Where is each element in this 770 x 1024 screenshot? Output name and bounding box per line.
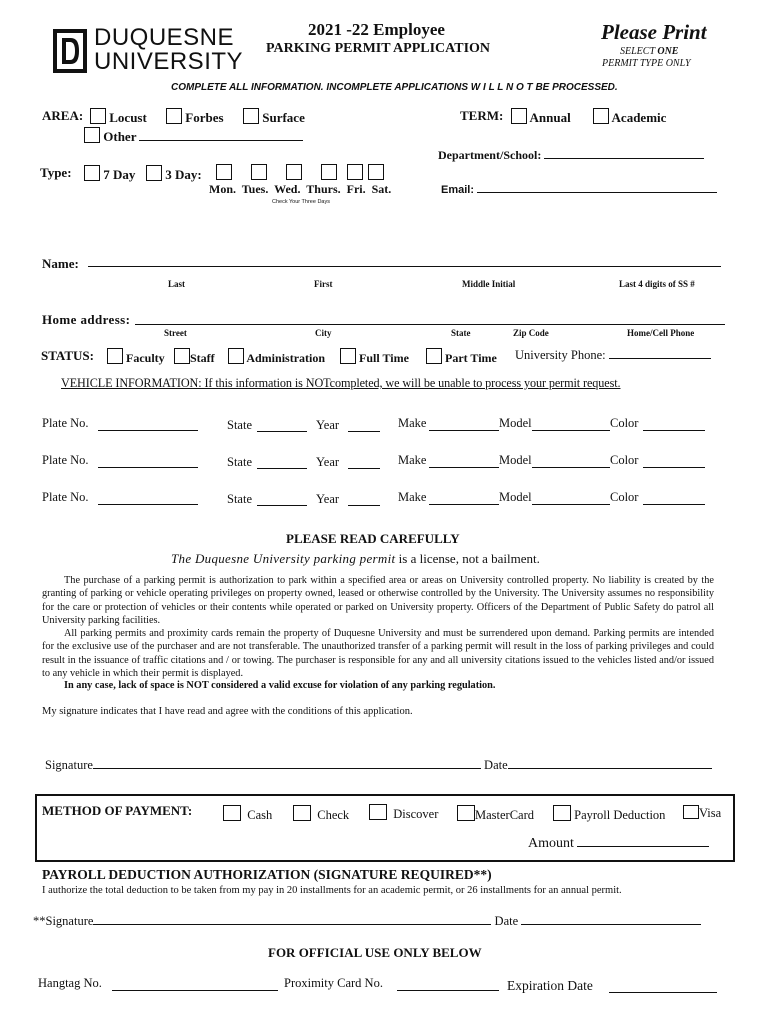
academic-checkbox[interactable] <box>593 108 609 124</box>
color-label: Color <box>610 416 639 430</box>
state-label: State <box>227 492 252 506</box>
name-sub-last: Last <box>168 279 186 289</box>
color-field[interactable] <box>643 467 705 468</box>
color-field[interactable] <box>643 430 705 431</box>
state-label: State <box>227 455 252 469</box>
make-field[interactable] <box>429 467 499 468</box>
payment-label: METHOD OF PAYMENT: <box>42 803 193 818</box>
year-field[interactable] <box>348 431 380 432</box>
duquesne-crest-icon <box>52 28 88 74</box>
area-option-other[interactable] <box>84 127 303 145</box>
amount-label: Amount <box>528 836 574 851</box>
form-title: PARKING PERMIT APPLICATION <box>266 41 491 56</box>
forbes-checkbox[interactable] <box>166 108 182 124</box>
plate-label: Plate No. <box>42 453 89 467</box>
terms-subheading-italic: The Duquesne University parking permit <box>171 551 396 566</box>
state-field[interactable] <box>257 505 307 506</box>
address-sub-phone: Home/Cell Phone <box>627 328 695 338</box>
terms-paragraph-2 <box>42 627 714 681</box>
department-row <box>438 148 704 163</box>
payroll-signature-field[interactable] <box>93 924 491 925</box>
area-option-label: Surface <box>262 110 305 125</box>
signature-label: Signature <box>45 758 93 772</box>
name-sub-ssn: Last 4 digits of SS # <box>619 279 695 289</box>
hangtag-field[interactable] <box>112 990 278 991</box>
model-label: Model <box>499 490 532 504</box>
term-option-label: Annual <box>529 110 571 125</box>
vehicle-row <box>42 490 712 510</box>
payroll-signature-row <box>33 914 701 929</box>
select-prefix: SELECT <box>620 46 658 57</box>
vehicle-row <box>42 453 712 473</box>
other-checkbox[interactable] <box>84 127 100 143</box>
payment-option-discover[interactable] <box>369 804 438 822</box>
email-field[interactable] <box>477 192 717 193</box>
department-label: Department/School: <box>438 148 542 162</box>
type-option-3day[interactable] <box>146 165 202 183</box>
plate-field[interactable] <box>98 504 198 505</box>
official-row <box>38 976 728 1000</box>
state-field[interactable] <box>257 468 307 469</box>
status-option-label: Administration <box>246 351 326 365</box>
color-label: Color <box>610 453 639 467</box>
payroll-heading: PAYROLL DEDUCTION AUTHORIZATION (SIGNATURE REQUIRED**) <box>42 867 492 882</box>
address-sub-zip: Zip Code <box>513 328 549 338</box>
payment-option-label: Cash <box>247 808 273 822</box>
full-time-checkbox[interactable] <box>340 348 356 364</box>
model-field[interactable] <box>532 430 610 431</box>
form-title-year: 2021 -22 Employee <box>308 20 445 39</box>
terms-paragraph-3-text: In any case, lack of space is NOT considered a valid excuse for violation of any parking regulation <box>64 680 493 691</box>
wednesday-checkbox[interactable] <box>286 164 302 180</box>
status-label: STATUS: <box>41 348 94 363</box>
status-option-fulltime[interactable] <box>340 348 409 366</box>
payment-option-payroll[interactable] <box>553 805 665 823</box>
amount-row <box>528 836 709 852</box>
model-label: Model <box>499 416 532 430</box>
model-field[interactable] <box>532 504 610 505</box>
term-option-label: Academic <box>611 110 667 125</box>
make-label: Make <box>398 453 427 467</box>
logo-line-2: UNIVERSITY <box>94 48 244 75</box>
hangtag-label: Hangtag No. <box>38 976 102 990</box>
area-option-locust[interactable] <box>90 108 147 126</box>
university-phone-row <box>515 348 711 363</box>
area-label: AREA: <box>42 108 84 123</box>
monday-checkbox[interactable] <box>216 164 232 180</box>
address-sub-state: State <box>451 328 471 338</box>
color-field[interactable] <box>643 504 705 505</box>
annual-checkbox[interactable] <box>511 108 527 124</box>
make-field[interactable] <box>429 430 499 431</box>
mastercard-checkbox[interactable] <box>457 805 475 821</box>
plate-field[interactable] <box>98 430 198 431</box>
seven-day-checkbox[interactable] <box>84 165 100 181</box>
plate-field[interactable] <box>98 467 198 468</box>
payment-option-cash[interactable] <box>223 805 272 823</box>
name-sub-middle: Middle Initial <box>462 279 516 289</box>
department-field[interactable] <box>544 158 704 159</box>
address-label: Home address: <box>42 312 131 327</box>
tuesday-checkbox[interactable] <box>251 164 267 180</box>
payment-option-visa[interactable] <box>683 805 721 821</box>
completion-notice: COMPLETE ALL INFORMATION. INCOMPLETE APPLICATIONS W I L L N O T BE PROCESSED. <box>171 82 618 93</box>
area-option-label: Other <box>103 129 137 144</box>
staff-checkbox[interactable] <box>174 348 190 364</box>
year-field[interactable] <box>348 468 380 469</box>
expiration-field[interactable] <box>609 992 717 993</box>
part-time-checkbox[interactable] <box>426 348 442 364</box>
terms-paragraph-3: In any case, lack of space is NOT considered a valid excuse for violation of any parking regulation. <box>64 680 496 691</box>
area-option-forbes[interactable] <box>166 108 224 126</box>
terms-paragraph-1-text: The purchase of a parking permit is authorization to park within a specified area or areas on University controlled property. No liability is created by the granting of parking or vehicle operating privileges on property owned, leased or otherwise controlled by the University. The University assumes no responsibility for the care or protection of vehicles or their contents while operated or parked on University property. Officers of the Department of Public Safety do patrol all University parking facilities. <box>42 575 714 627</box>
payroll-deduction-checkbox[interactable] <box>553 805 571 821</box>
select-note <box>620 46 678 57</box>
make-label: Make <box>398 490 427 504</box>
address-field[interactable] <box>135 324 725 325</box>
other-area-field[interactable] <box>139 140 303 141</box>
amount-field[interactable] <box>577 846 709 847</box>
model-field[interactable] <box>532 467 610 468</box>
type-option-7day[interactable] <box>84 165 135 183</box>
state-field[interactable] <box>257 431 307 432</box>
day-checkboxes <box>216 164 384 183</box>
payment-option-label: Visa <box>699 806 722 820</box>
status-option-label: Part Time <box>445 351 497 365</box>
thursday-checkbox[interactable] <box>321 164 337 180</box>
cash-checkbox[interactable] <box>223 805 241 821</box>
status-option-label: Staff <box>190 351 215 365</box>
color-label: Color <box>610 490 639 504</box>
name-label: Name: <box>42 256 79 271</box>
year-field[interactable] <box>348 505 380 506</box>
discover-checkbox[interactable] <box>369 804 387 820</box>
date-field[interactable] <box>508 768 712 769</box>
email-row <box>441 184 717 196</box>
select-one: ONE <box>657 46 679 57</box>
make-field[interactable] <box>429 504 499 505</box>
payment-option-check[interactable] <box>293 805 349 823</box>
signature-row <box>45 758 712 773</box>
plate-label: Plate No. <box>42 490 89 504</box>
university-logo <box>52 24 244 76</box>
payment-option-label: Payroll Deduction <box>574 808 666 822</box>
faculty-checkbox[interactable] <box>107 348 123 364</box>
saturday-checkbox[interactable] <box>368 164 384 180</box>
date-label: Date <box>484 758 508 772</box>
status-option-label: Full Time <box>359 351 409 365</box>
day-labels: Mon. Tues. Wed. Thurs. Fri. Sat. <box>209 182 392 196</box>
surface-checkbox[interactable] <box>243 108 259 124</box>
three-day-checkbox[interactable] <box>146 165 162 181</box>
email-label: Email: <box>441 184 475 196</box>
area-option-label: Forbes <box>185 110 224 125</box>
official-heading: FOR OFFICIAL USE ONLY BELOW <box>268 945 482 960</box>
check-checkbox[interactable] <box>293 805 311 821</box>
status-option-administration[interactable] <box>228 348 325 366</box>
name-field[interactable] <box>88 266 721 267</box>
year-label: Year <box>316 492 340 506</box>
university-phone-field[interactable] <box>609 358 711 359</box>
payment-option-label: Discover <box>393 807 439 821</box>
area-option-surface[interactable] <box>243 108 305 126</box>
payroll-signature-label: **Signature <box>33 914 94 928</box>
status-option-faculty[interactable] <box>107 348 165 366</box>
address-sub-street: Street <box>164 328 187 338</box>
vehicle-row <box>42 416 712 436</box>
payment-option-mastercard[interactable] <box>457 805 534 823</box>
make-label: Make <box>398 416 427 430</box>
terms-subheading <box>171 551 540 567</box>
term-option-annual[interactable] <box>511 108 571 126</box>
terms-heading: PLEASE READ CAREFULLY <box>286 531 460 546</box>
locust-checkbox[interactable] <box>90 108 106 124</box>
payment-option-label: MasterCard <box>475 808 535 822</box>
term-option-academic[interactable] <box>593 108 666 126</box>
friday-checkbox[interactable] <box>347 164 363 180</box>
signature-field[interactable] <box>93 768 481 769</box>
plate-label: Plate No. <box>42 416 89 430</box>
check-days-note: Check Your Three Days <box>272 199 330 205</box>
please-print: Please Print <box>601 20 707 44</box>
proximity-field[interactable] <box>397 990 499 991</box>
seven-day-label: 7 Day <box>103 167 136 182</box>
model-label: Model <box>499 453 532 467</box>
proximity-label: Proximity Card No. <box>284 976 383 990</box>
term-label: TERM: <box>460 108 504 123</box>
expiration-label: Expiration Date <box>507 978 593 993</box>
payroll-text: I authorize the total deduction to be taken from my pay in 20 installments for an academic permit, or 26 installments for an annual permit. <box>42 885 622 896</box>
status-option-label: Faculty <box>126 351 165 365</box>
three-day-label: 3 Day: <box>165 167 202 182</box>
payroll-date-field[interactable] <box>521 924 701 925</box>
university-phone-label: University Phone: <box>515 348 606 362</box>
status-option-parttime[interactable] <box>426 348 497 366</box>
visa-checkbox[interactable] <box>683 805 699 819</box>
payment-option-label: Check <box>317 808 350 822</box>
administration-checkbox[interactable] <box>228 348 244 364</box>
year-label: Year <box>316 418 340 432</box>
payroll-date-label: Date <box>494 914 519 928</box>
terms-paragraph-2-text: All parking permits and proximity cards remain the property of Duquesne University and must be surrendered upon demand. Parking permits are intended for the exclusive use of the purchaser and are not transferable. The unauthorized transfer of a parking permit will result in the loss of parking privileges and could result in the issuance of traffic citations and / or towing. The purchaser is responsible for any and all university citations issued to the vehicles listed and/or issued to any vehicle in which their permit is displayed. <box>42 628 714 680</box>
area-option-label: Locust <box>109 110 147 125</box>
permit-type-only: PERMIT TYPE ONLY <box>602 58 691 69</box>
name-sub-first: First <box>314 279 333 289</box>
year-label: Year <box>316 455 340 469</box>
type-label: Type: <box>40 165 72 180</box>
state-label: State <box>227 418 252 432</box>
terms-subheading-rest: is a license, not a bailment. <box>395 551 540 566</box>
logo-line-1: DUQUESNE <box>94 24 235 51</box>
vehicle-heading: VEHICLE INFORMATION: If this information is NOTcompleted, we will be unable to process your permit request. <box>61 376 621 390</box>
address-sub-city: City <box>315 328 332 338</box>
terms-paragraph-1 <box>42 574 714 628</box>
status-option-staff[interactable] <box>174 348 215 366</box>
agree-statement: My signature indicates that I have read and agree with the conditions of this application. <box>42 706 413 717</box>
